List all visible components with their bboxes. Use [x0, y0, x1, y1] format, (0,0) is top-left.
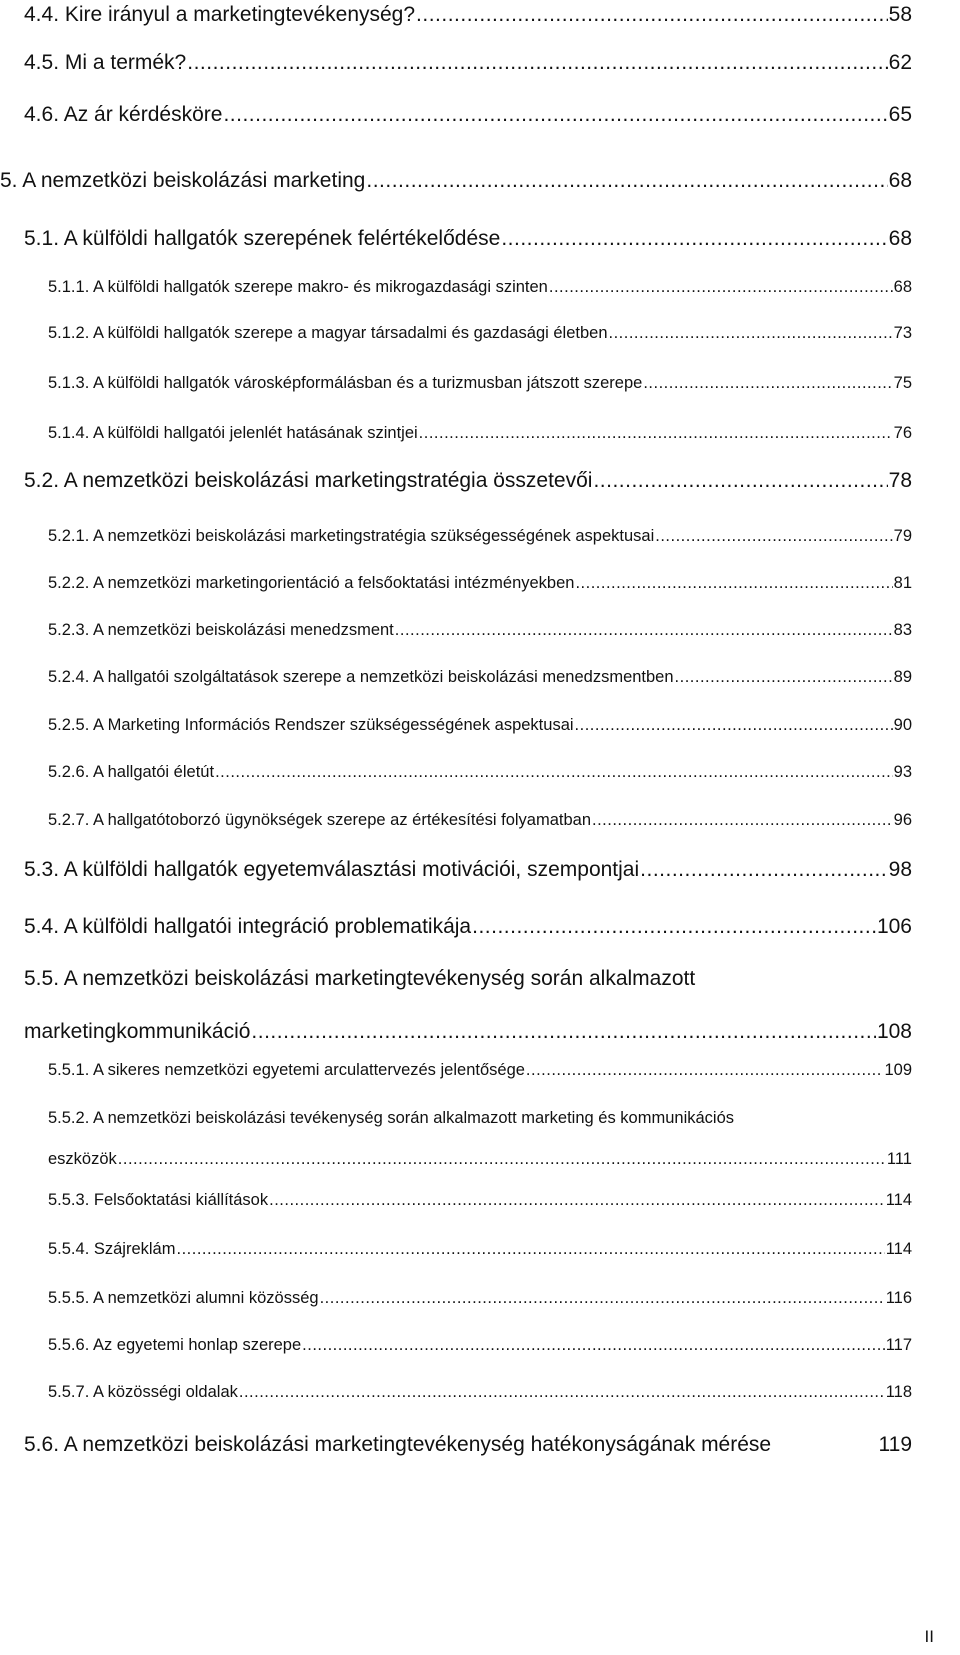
- page-number: II: [924, 1627, 934, 1646]
- toc-page-number: 65: [888, 103, 912, 126]
- toc-dot-leader: [187, 52, 887, 73]
- toc-entry[interactable]: [48, 575, 912, 592]
- toc-entry-title: 5.1. A külföldi hallgatók szerepének felértékelődése: [24, 227, 501, 250]
- toc-entry-title: 5.4. A külföldi hallgatói integráció problematikája: [24, 915, 472, 938]
- toc-entry[interactable]: [48, 1241, 912, 1258]
- toc-dot-leader: [269, 1192, 885, 1209]
- toc-entry-title: 4.6. Az ár kérdésköre: [24, 103, 223, 126]
- toc-entry-title: 5.5.7. A közösségi oldalak: [48, 1383, 238, 1401]
- toc-page-number: 79: [893, 527, 912, 545]
- toc-page-number: 58: [888, 3, 912, 26]
- toc-dot-leader: [675, 669, 893, 686]
- toc-page-number: 118: [885, 1383, 912, 1401]
- toc-entry-title: 5.2.6. A hallgatói életút: [48, 763, 215, 781]
- toc-entry-title: 5.6. A nemzetközi beiskolázási marketingtevékenység hatékonyságának mérése: [24, 1433, 772, 1456]
- toc-entry[interactable]: [48, 1192, 912, 1209]
- toc-dot-leader: [419, 425, 893, 442]
- toc-dot-leader: [176, 1241, 884, 1258]
- toc-entry[interactable]: [48, 375, 912, 392]
- toc-page-number: 114: [885, 1240, 912, 1258]
- toc-entry-title: 5.2.3. A nemzetközi beiskolázási menedzsment: [48, 621, 394, 639]
- toc-entry-title: 5.5. A nemzetközi beiskolázási marketingtevékenység során alkalmazott: [24, 967, 696, 990]
- toc-page-number: 96: [893, 811, 912, 829]
- toc-dot-leader: [366, 170, 887, 191]
- toc-entry[interactable]: [48, 425, 912, 442]
- toc-entry[interactable]: [48, 325, 912, 342]
- toc-dot-leader: [302, 1337, 885, 1354]
- toc-entry[interactable]: [24, 1434, 912, 1455]
- toc-dot-leader: [118, 1151, 886, 1168]
- toc-page-number: 81: [893, 574, 912, 592]
- toc-entry-title: 5.5.6. Az egyetemi honlap szerepe: [48, 1336, 302, 1354]
- toc-entry-title-continued: eszközök: [48, 1149, 117, 1168]
- toc-dot-leader: [655, 528, 892, 545]
- toc-page-number: 111: [886, 1149, 912, 1168]
- toc-entry[interactable]: [24, 859, 912, 880]
- toc-page-number: 93: [893, 763, 912, 781]
- toc-entry[interactable]: [48, 669, 912, 686]
- toc-page-number: 83: [893, 621, 912, 639]
- toc-entry[interactable]: [24, 916, 912, 937]
- toc-page-number: 108: [876, 1020, 912, 1043]
- toc-page-number: 75: [893, 374, 912, 392]
- toc-dot-leader: [592, 812, 893, 829]
- toc-entry-title: 5.5.2. A nemzetközi beiskolázási tevékenység során alkalmazott marketing és kommunikációs: [48, 1109, 734, 1127]
- toc-page-number: 119: [878, 1433, 912, 1456]
- toc-entry-title: 4.4. Kire irányul a marketingtevékenység?: [24, 3, 416, 26]
- toc-entry-title: 5.5.1. A sikeres nemzetközi egyetemi arculattervezés jelentősége: [48, 1061, 525, 1079]
- toc-dot-leader: [575, 575, 892, 592]
- toc-entry-title: 5.1.2. A külföldi hallgatók szerepe a magyar társadalmi és gazdasági életben: [48, 324, 608, 342]
- toc-entry[interactable]: [48, 622, 912, 639]
- toc-page-number: 109: [884, 1061, 912, 1079]
- toc-entry[interactable]: [48, 1337, 912, 1354]
- toc-entry-title: 5.3. A külföldi hallgatók egyetemválasztási motivációi, szempontjai: [24, 858, 640, 881]
- toc-entry-title: 5.1.3. A külföldi hallgatók városképformálásban és a turizmusban játszott szerepe: [48, 374, 643, 392]
- toc-entry[interactable]: [24, 52, 912, 73]
- toc-entry[interactable]: [48, 1110, 912, 1167]
- toc-entry[interactable]: [0, 170, 912, 191]
- toc-entry[interactable]: [24, 968, 912, 1042]
- toc-entry[interactable]: [48, 764, 912, 781]
- toc-dot-leader: [472, 916, 876, 937]
- toc-dot-leader: [549, 279, 893, 296]
- toc-page-number: 106: [876, 915, 912, 938]
- toc-dot-leader: [223, 104, 887, 125]
- toc-dot-leader: [643, 375, 892, 392]
- toc-entry-title: 5.5.4. Szájreklám: [48, 1240, 176, 1258]
- toc-entry-title: 5.2.5. A Marketing Információs Rendszer szükségességének aspektusai: [48, 716, 574, 734]
- toc-page-number: 114: [885, 1191, 912, 1209]
- toc-dot-leader: [215, 764, 893, 781]
- toc-page-number: 117: [885, 1336, 912, 1354]
- toc-entry-title: 5.2.2. A nemzetközi marketingorientáció a felsőoktatási intézményekben: [48, 574, 575, 592]
- toc-dot-leader: [501, 228, 887, 249]
- toc-entry[interactable]: [24, 228, 912, 249]
- toc-entry-title: 5.1.1. A külföldi hallgatók szerepe makro- és mikrogazdasági szinten: [48, 278, 548, 296]
- toc-entry[interactable]: [48, 1062, 912, 1079]
- toc-dot-leader: [239, 1384, 885, 1401]
- toc-page-number: 68: [893, 278, 912, 296]
- toc-page-number: 73: [893, 324, 912, 342]
- toc-page-number: 76: [893, 424, 912, 442]
- toc-page-number: 68: [888, 227, 912, 250]
- toc-dot-leader: [640, 859, 887, 880]
- toc-page-number: 98: [888, 858, 912, 881]
- toc-entry[interactable]: [48, 528, 912, 545]
- toc-dot-leader: [320, 1290, 885, 1307]
- toc-dot-leader: [593, 470, 887, 491]
- toc-entry-title-continued: marketingkommunikáció: [24, 1020, 251, 1043]
- toc-entry-title: 5.2.4. A hallgatói szolgáltatások szerepe a nemzetközi beiskolázási menedzsmentben: [48, 668, 674, 686]
- toc-page-number: 90: [893, 716, 912, 734]
- toc-page-number: 116: [885, 1289, 912, 1307]
- toc-entry[interactable]: [24, 104, 912, 125]
- toc-page-number: 62: [888, 51, 912, 74]
- toc-entry[interactable]: [48, 279, 912, 296]
- toc-entry-title: 5.5.3. Felsőoktatási kiállítások: [48, 1191, 269, 1209]
- toc-entry-title: 5.1.4. A külföldi hallgatói jelenlét hatásának szintjei: [48, 424, 418, 442]
- toc-entry[interactable]: [48, 812, 912, 829]
- toc-dot-leader: [251, 1021, 876, 1042]
- toc-entry-title: 5.2.1. A nemzetközi beiskolázási marketingstratégia szükségességének aspektusai: [48, 527, 655, 545]
- toc-page-number: 89: [893, 668, 912, 686]
- toc-entry-title: 4.5. Mi a termék?: [24, 51, 187, 74]
- toc-entry-title: 5.2. A nemzetközi beiskolázási marketingstratégia összetevői: [24, 469, 593, 492]
- toc-dot-leader: [575, 717, 893, 734]
- toc-entry-title: 5. A nemzetközi beiskolázási marketing: [0, 169, 366, 192]
- toc-entry-title: 5.5.5. A nemzetközi alumni közösség: [48, 1289, 319, 1307]
- toc-entry[interactable]: [48, 717, 912, 734]
- toc-dot-leader: [609, 325, 893, 342]
- toc-entry[interactable]: [24, 470, 912, 491]
- toc-dot-leader: [416, 4, 888, 25]
- toc-entry-title: 5.2.7. A hallgatótoborzó ügynökségek szerepe az értékesítési folyamatban: [48, 811, 592, 829]
- toc-entry[interactable]: [24, 4, 912, 25]
- toc-dot-leader: [526, 1062, 884, 1079]
- toc-page-number: 68: [888, 169, 912, 192]
- toc-page-number: 78: [888, 469, 912, 492]
- toc-entry[interactable]: [48, 1384, 912, 1401]
- toc-entry[interactable]: [48, 1290, 912, 1307]
- toc-dot-leader: [395, 622, 893, 639]
